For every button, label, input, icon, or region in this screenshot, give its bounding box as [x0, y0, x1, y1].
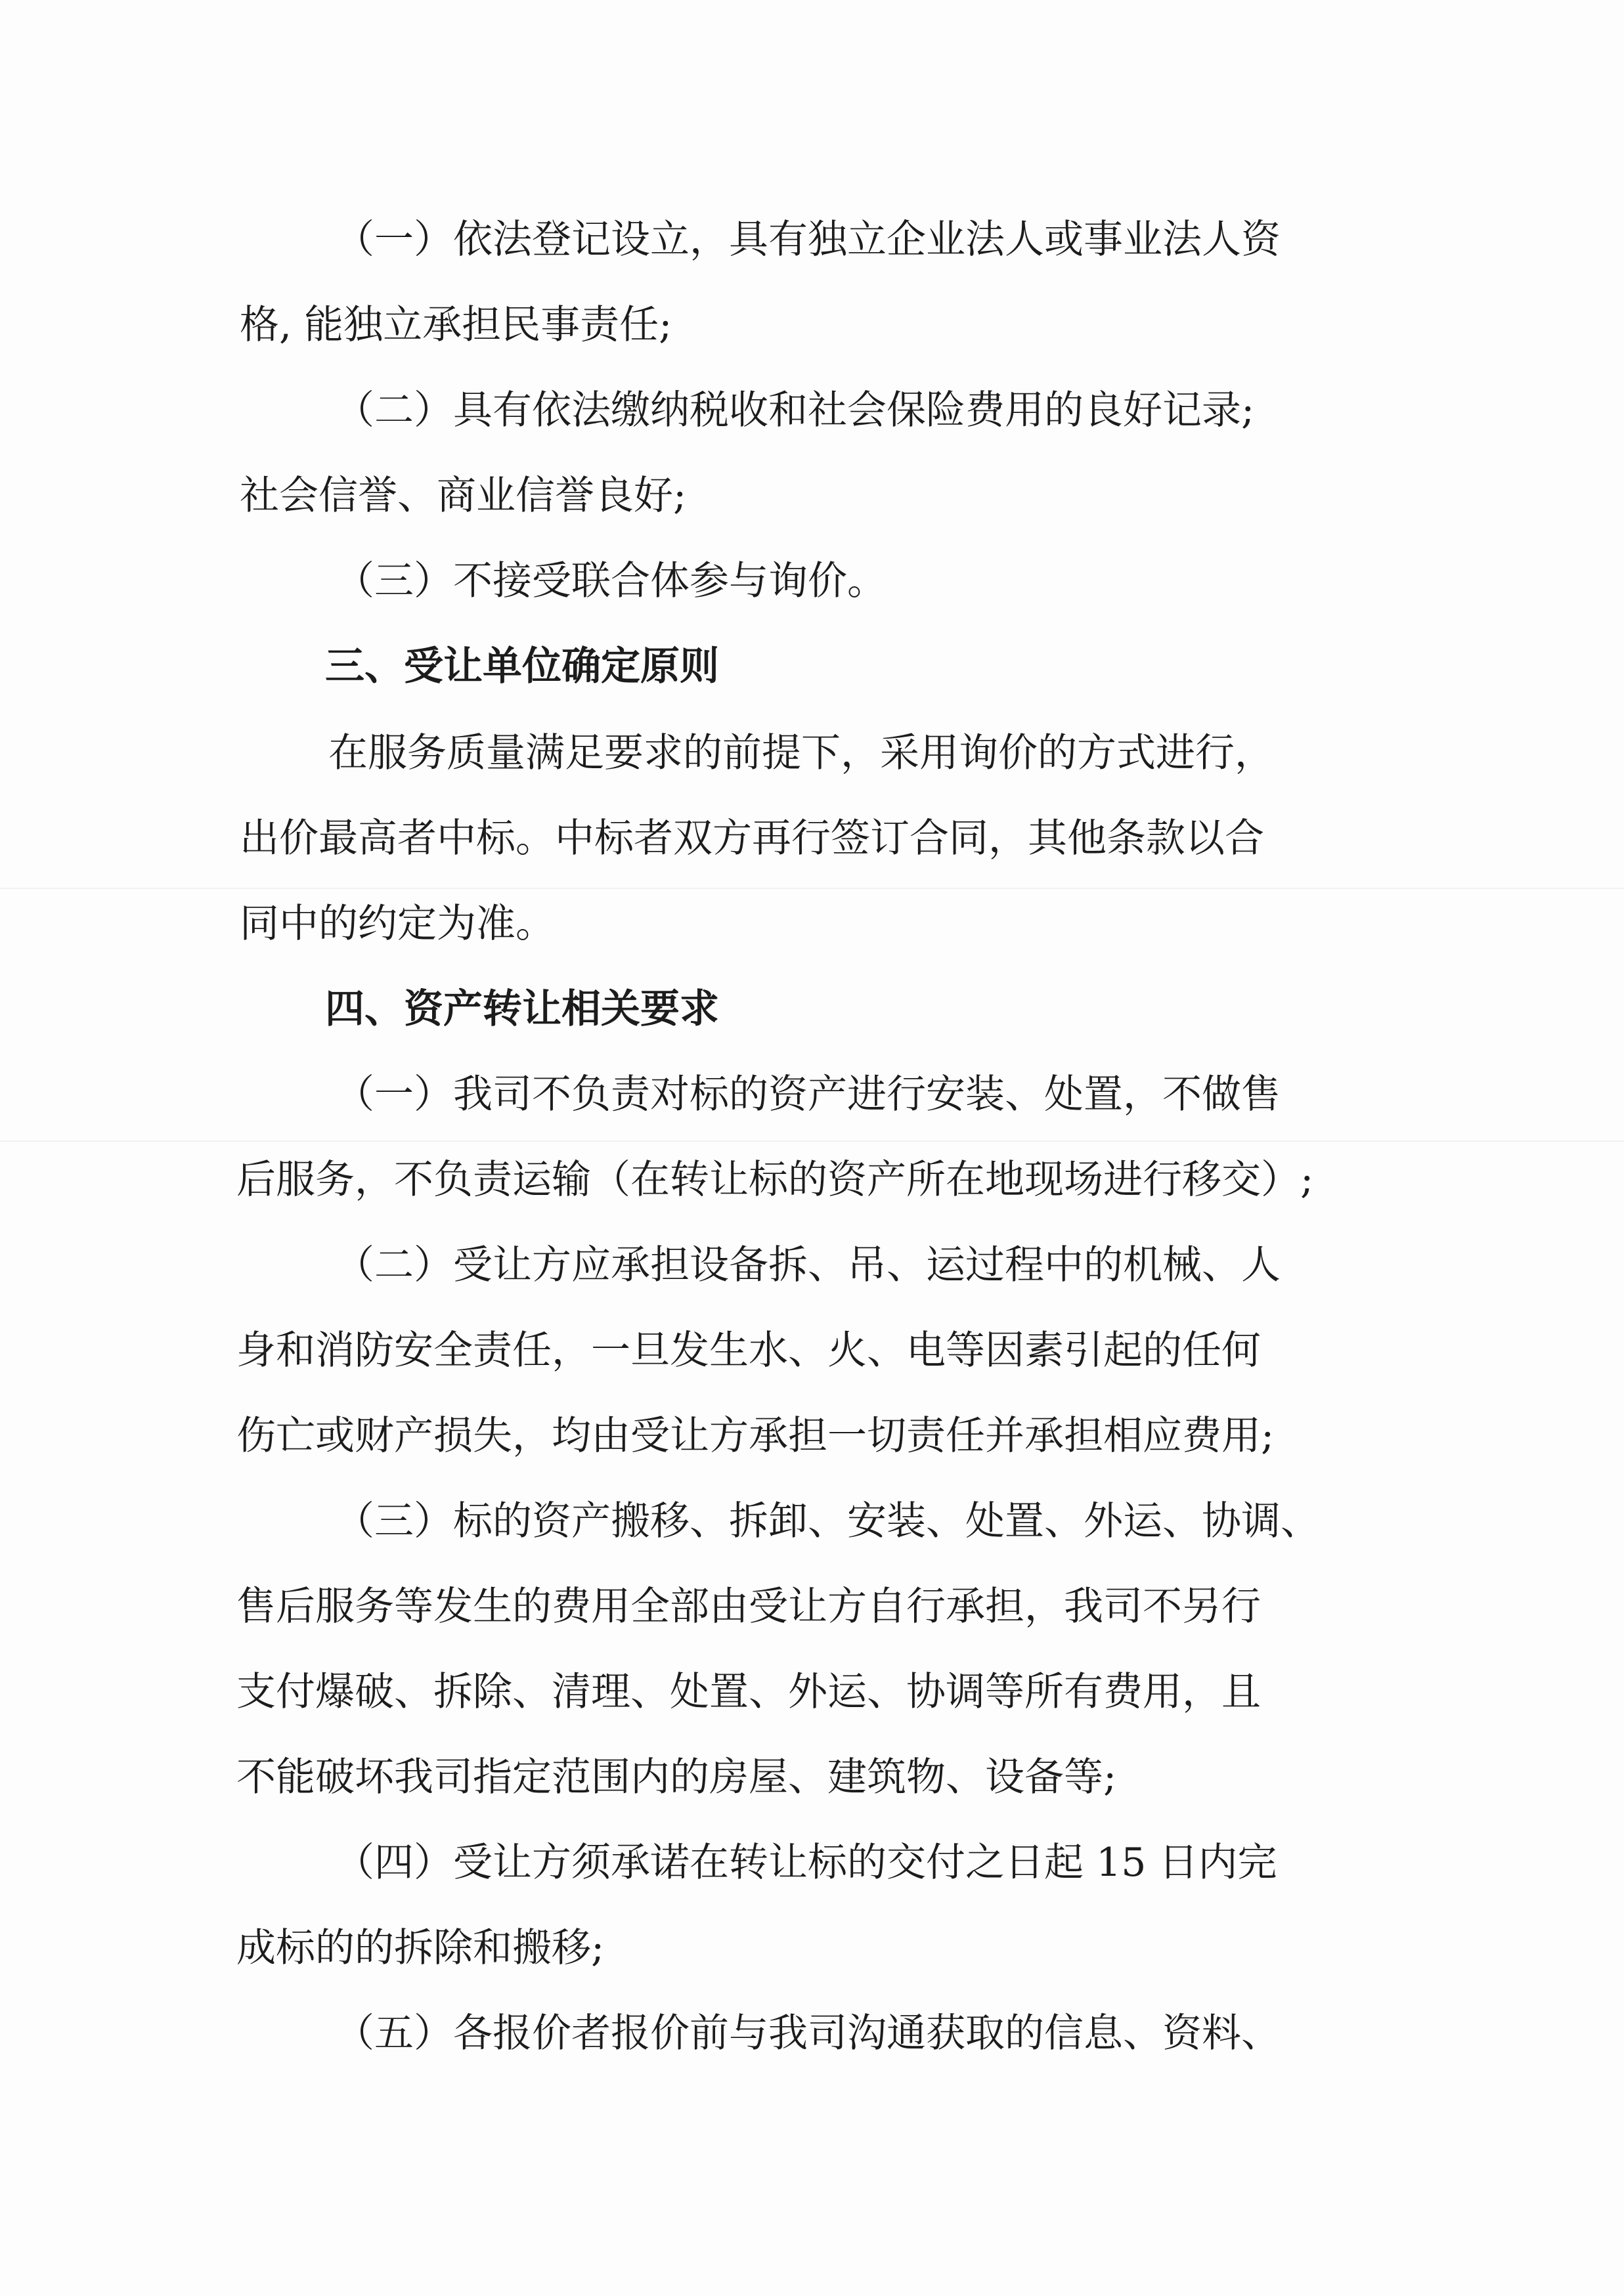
text-line [0, 881, 1624, 966]
text-line [0, 1393, 1624, 1479]
text-line [0, 1479, 1624, 1564]
text-line [0, 282, 1624, 368]
text-line [0, 197, 1624, 282]
text-line [0, 710, 1624, 796]
section-heading [0, 966, 1624, 1052]
text-line-content: 支付爆破、拆除、清理、处置、外运、协调等所有费用，且 [236, 1669, 1261, 1715]
text-line [0, 453, 1624, 538]
text-line-content: 身和消防安全责任，一旦发生水、火、电等因素引起的任何 [236, 1328, 1261, 1374]
text-line [0, 1905, 1624, 1991]
text-line-content: （一）依法登记设立，具有独立企业法人或事业法人资 [335, 217, 1281, 263]
text-line [0, 1564, 1624, 1649]
text-line [0, 1991, 1624, 2076]
section-heading [0, 624, 1624, 709]
text-line-content: 同中的约定为准。 [240, 901, 555, 947]
text-line-content: 出价最高者中标。中标者双方再行签订合同，其他条款以合 [240, 815, 1264, 861]
text-line-content: 格, 能独立承担民事责任; [240, 302, 672, 348]
text-line [0, 1820, 1624, 1905]
text-line-content: 成标的的拆除和搬移; [236, 1925, 605, 1971]
text-line-content: 售后服务等发生的费用全部由受让方自行承担，我司不另行 [236, 1584, 1261, 1630]
text-line [0, 1223, 1624, 1308]
text-line-content: 社会信誉、商业信誉良好; [240, 473, 687, 519]
text-line [0, 1735, 1624, 1820]
text-line-content: （一）我司不负责对标的资产进行安装、处置，不做售 [335, 1072, 1281, 1117]
text-line [0, 796, 1624, 881]
text-line [0, 1052, 1624, 1137]
text-line-content: （二）具有依法缴纳税收和社会保险费用的良好记录; [335, 387, 1255, 433]
text-line-content: （三）不接受联合体参与询价。 [335, 558, 887, 604]
text-line-content: （四）受让方须承诺在转让标的交付之日起 15 日内完 [335, 1840, 1277, 1886]
text-line-content: 后服务，不负责运输（在转让标的资产所在地现场进行移交）; [236, 1157, 1314, 1203]
text-line [0, 1308, 1624, 1393]
section-heading-text: 四、资产转让相关要求 [325, 986, 719, 1032]
text-line-content: （三）标的资产搬移、拆卸、安装、处置、外运、协调、 [335, 1498, 1320, 1544]
text-line [0, 368, 1624, 453]
text-line [0, 1137, 1624, 1223]
text-line-content: 伤亡或财产损失，均由受让方承担一切责任并承担相应费用; [236, 1413, 1275, 1459]
text-line-content: 不能破坏我司指定范围内的房屋、建筑物、设备等; [236, 1754, 1117, 1800]
text-line [0, 1649, 1624, 1735]
text-line-content: 在服务质量满足要求的前提下，采用询价的方式进行， [328, 730, 1274, 776]
text-line-content: （二）受让方应承担设备拆、吊、运过程中的机械、人 [335, 1242, 1281, 1288]
text-line-content: （五）各报价者报价前与我司沟通获取的信息、资料、 [335, 2010, 1281, 2056]
section-heading-text: 三、受让单位确定原则 [325, 643, 719, 689]
text-line [0, 538, 1624, 624]
